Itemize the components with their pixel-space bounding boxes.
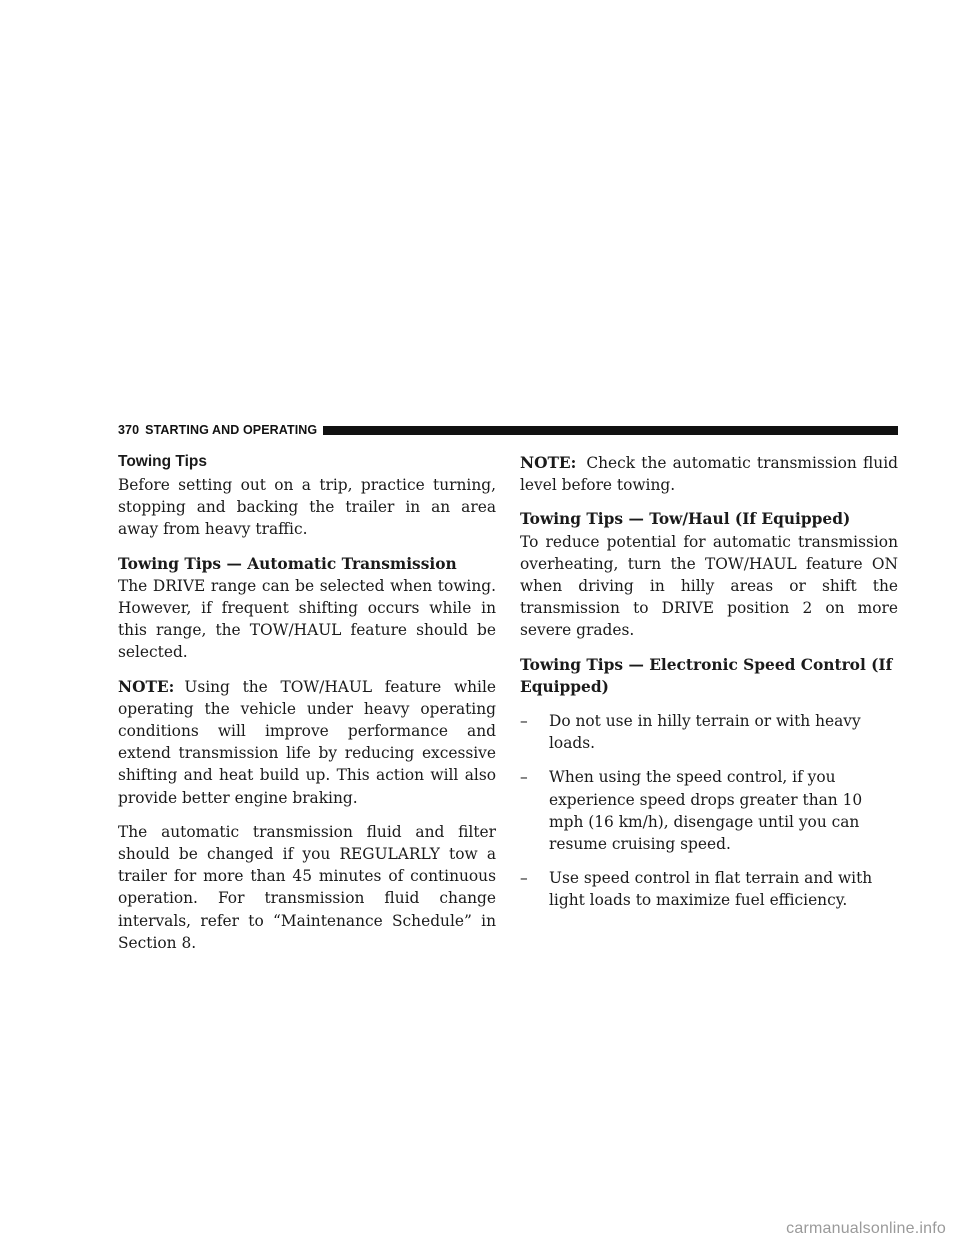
note-label: NOTE: bbox=[520, 454, 577, 472]
header-rule bbox=[323, 426, 898, 435]
tow-haul-heading: Towing Tips — Tow/Haul (If Equipped) bbox=[520, 510, 851, 529]
watermark-link[interactable]: carmanualsonline.info bbox=[786, 1220, 946, 1237]
right-column bbox=[520, 452, 898, 924]
tow-haul-paragraph: To reduce potential for automatic transmission overheating, turn the TOW/HAUL feature ON when driving in hilly areas or shift the transmission to DRIVE position 2 on more severe grades. bbox=[520, 532, 898, 640]
list-item bbox=[520, 710, 898, 754]
list-item-text: Use speed control in flat terrain and with light loads to maximize fuel efficiency. bbox=[549, 869, 873, 910]
left-column bbox=[118, 452, 496, 966]
list-item bbox=[520, 867, 898, 911]
automatic-transmission-paragraph: The DRIVE range can be selected when towing. However, if frequent shifting occurs while in this range, the TOW/HAUL feature should be selected. bbox=[118, 576, 496, 662]
note-label: NOTE: bbox=[118, 677, 175, 696]
intro-paragraph: Before setting out on a trip, practice turning, stopping and backing the trailer in an area away from heavy traffic. bbox=[118, 476, 496, 539]
towing-tips-heading: Towing Tips bbox=[118, 453, 207, 470]
note-paragraph-1 bbox=[118, 676, 496, 809]
page-header bbox=[118, 420, 898, 440]
automatic-transmission-heading: Towing Tips — Automatic Transmission bbox=[118, 554, 457, 573]
note-text: Check the automatic transmission fluid level before towing. bbox=[520, 454, 898, 495]
speed-control-list bbox=[520, 710, 898, 912]
list-item-text: When using the speed control, if you experience speed drops greater than 10 mph (16 km/h), disengage until you can resume cruising speed. bbox=[549, 768, 863, 854]
header-label bbox=[118, 423, 317, 437]
note-text: Using the TOW/HAUL feature while operating the vehicle under heavy operating conditions will improve performance and extend transmission life by reducing excessive shifting and heat build up. This action will also provide better engine braking. bbox=[118, 677, 496, 807]
dash-mark: – bbox=[520, 712, 528, 731]
section-title: STARTING AND OPERATING bbox=[145, 423, 318, 437]
note-paragraph-2 bbox=[520, 452, 898, 496]
page-number: 370 bbox=[118, 423, 140, 437]
list-item bbox=[520, 766, 898, 855]
dash-mark: – bbox=[520, 768, 528, 787]
speed-control-heading: Towing Tips — Electronic Speed Control (If Equipped) bbox=[520, 655, 893, 696]
fluid-change-paragraph: The automatic transmission fluid and filter should be changed if you REGULARLY tow a trailer for more than 45 minutes of continuous operation. For transmission fluid change intervals, refer to “Maintenance Schedule” in Section 8. bbox=[118, 822, 496, 952]
dash-mark: – bbox=[520, 869, 528, 888]
list-item-text: Do not use in hilly terrain or with heavy loads. bbox=[549, 712, 861, 753]
